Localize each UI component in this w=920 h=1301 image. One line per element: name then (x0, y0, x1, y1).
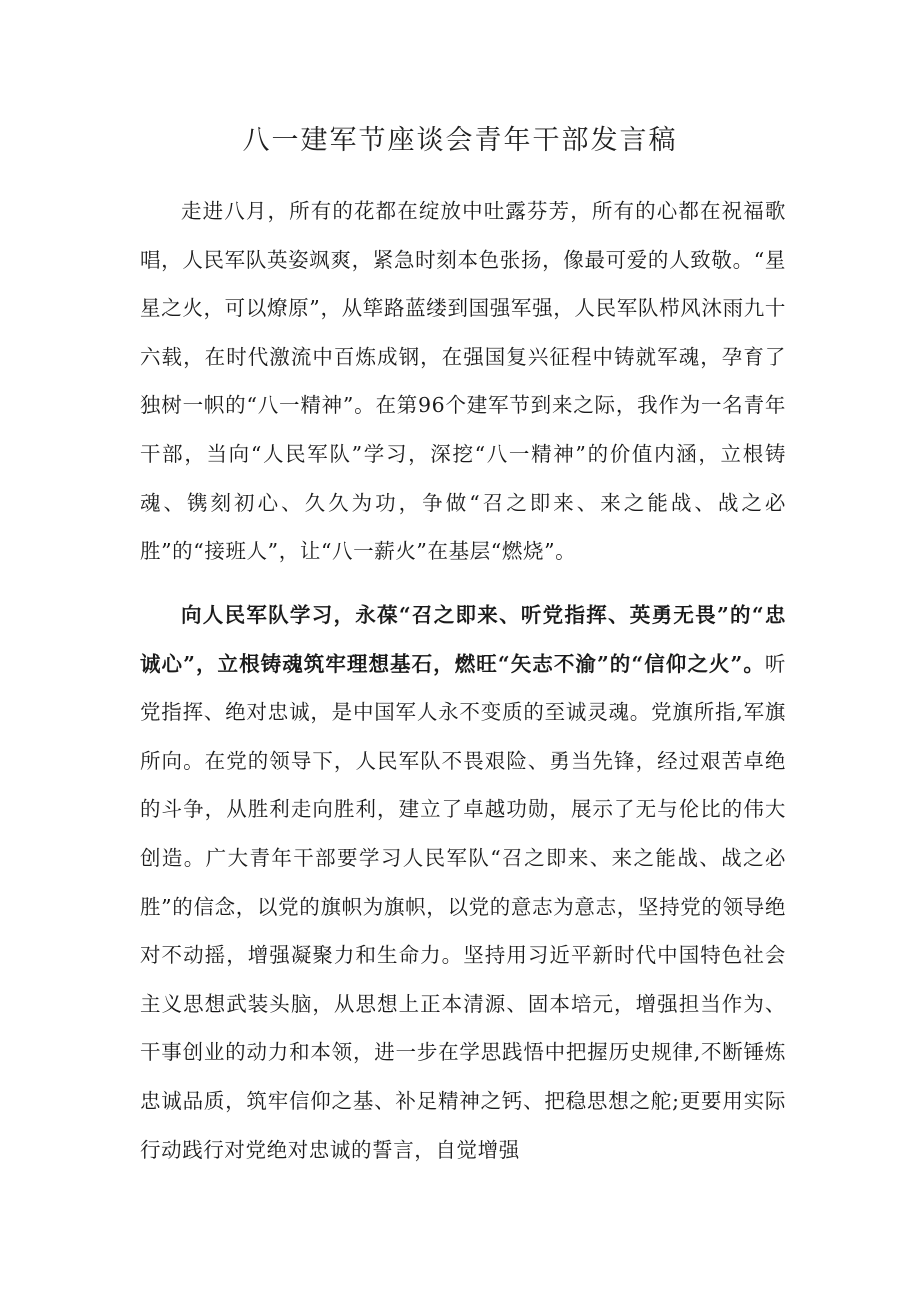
paragraph-body: 听党指挥、绝对忠诚，是中国军人永不变质的至诚灵魂。党旗所指,军旗所向。在党的领导下，人民军队不畏艰险、勇当先锋，经过艰苦卓绝的斗争，从胜利走向胜利，建立了卓越功勋，展示了无与伦比的伟大创造。广大青年干部要学习人民军队“召之即来、来之能战、战之必胜”的信念，以党的旗帜为旗帜，以党的意志为意志，坚持党的领导绝对不动摇，增强凝聚力和生命力。坚持用习近平新时代中国特色社会主义思想武装头脑，从思想上正本清源、固本培元，增强担当作为、干事创业的动力和本领，进一步在学思践悟中把握历史规律,不断锤炼忠诚品质，筑牢信仰之基、补足精神之钙、把稳思想之舵;更要用实际行动践行对党绝对忠诚的誓言，自觉增强 (140, 651, 786, 1162)
paragraph-intro (140, 187, 786, 576)
paragraph-body: 走进八月，所有的花都在绽放中吐露芬芳，所有的心都在祝福歌唱，人民军队英姿飒爽，紧急时刻本色张扬，像最可爱的人致敬。“星星之火，可以燎原”，从筚路蓝缕到国强军强，人民军队栉风沐雨九十六载，在时代激流中百炼成钢，在强国复兴征程中铸就军魂，孕育了独树一帜的“八一精神”。在第96个建军节到来之际，我作为一名青年干部，当向“人民军队”学习，深挖“八一精神”的价值内涵，立根铸魂、镌刻初心、久久为功，争做“召之即来、来之能战、战之必胜”的“接班人”，让“八一薪火”在基层“燃烧”。 (140, 199, 786, 564)
paragraph-lead: 向人民军队学习，永葆“召之即来、听党指挥、英勇无畏”的“忠诚心”，立根铸魂筑牢理想基石，燃旺“矢志不渝”的“信仰之火”。 (140, 603, 786, 676)
document-title: 八一建军节座谈会青年干部发言稿 (242, 125, 678, 156)
paragraph-section-1 (140, 591, 786, 1174)
